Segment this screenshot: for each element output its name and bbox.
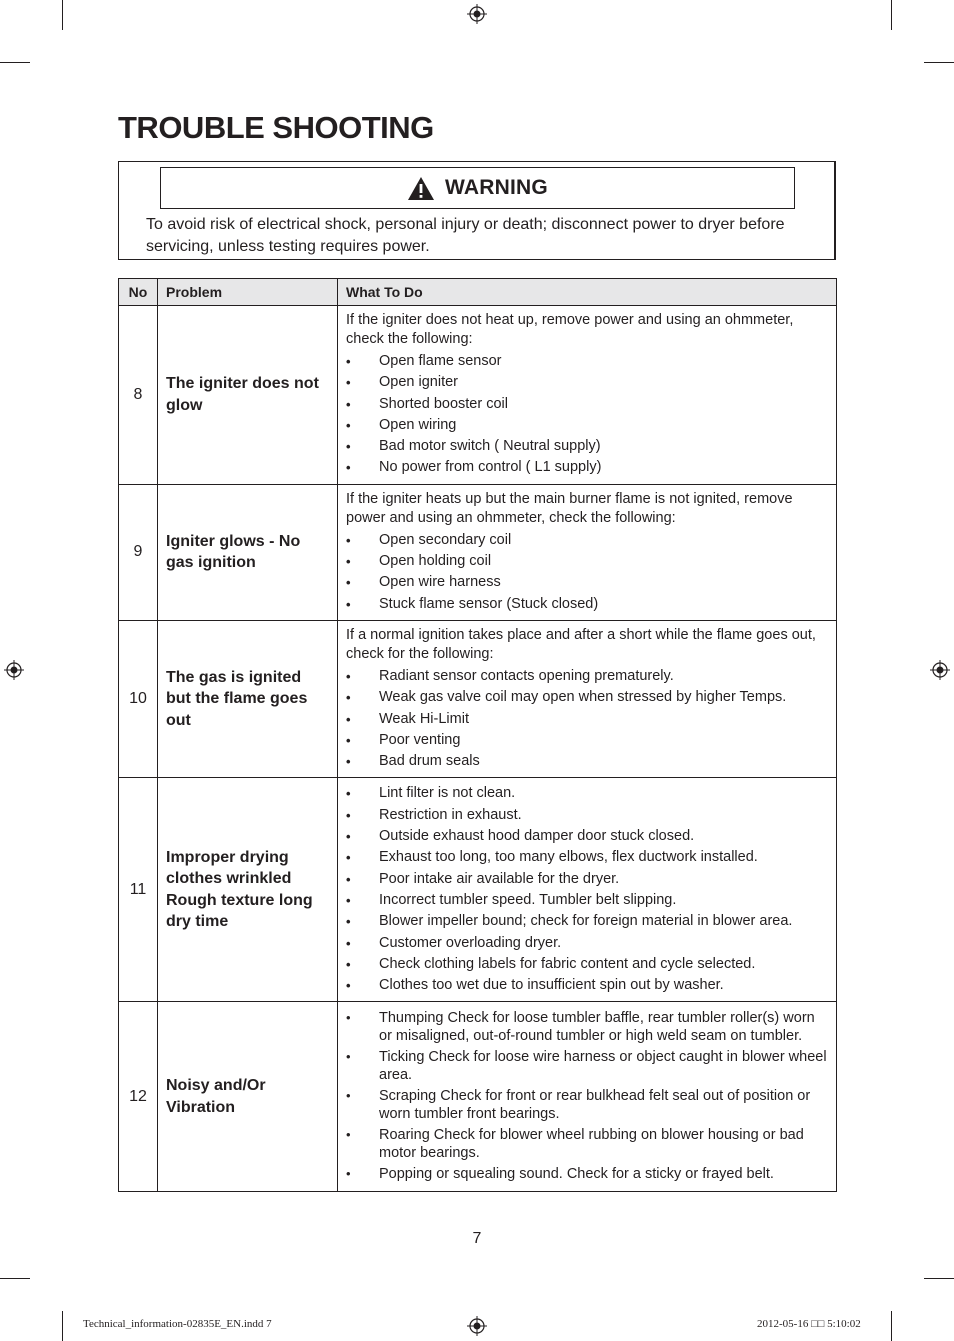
crop-mark: [62, 1311, 63, 1341]
crop-mark: [924, 62, 954, 63]
bullet-icon: •: [346, 1087, 351, 1103]
table-row: [119, 778, 837, 1002]
list-item-text: Ticking Check for loose wire harness or object caught in blower wheel area.: [379, 1048, 827, 1084]
list-item: [346, 954, 830, 975]
bullet-icon: •: [346, 554, 351, 570]
troubleshooting-table: [118, 278, 837, 1192]
check-list: [346, 1009, 830, 1184]
bullet-icon: •: [346, 596, 351, 612]
registration-mark-icon: [930, 660, 950, 680]
problem-cell: The gas is ignited but the flame goes out: [158, 620, 338, 777]
list-item-text: Stuck flame sensor (Stuck closed): [379, 595, 599, 612]
problem-cell: Improper drying clothes wrinkled Rough texture long dry time: [158, 778, 338, 1002]
list-item: [346, 457, 830, 478]
list-item-text: Weak Hi-Limit: [379, 710, 469, 727]
check-list: [346, 783, 830, 996]
bullet-icon: •: [346, 892, 351, 908]
list-item: [346, 351, 830, 372]
list-item: [346, 1126, 830, 1163]
registration-mark-icon: [467, 1316, 487, 1336]
list-item: [346, 805, 830, 826]
bullet-icon: •: [346, 354, 351, 369]
bullet-icon: •: [346, 754, 351, 770]
bullet-icon: •: [346, 690, 351, 706]
list-item: [346, 1165, 830, 1184]
list-item: [346, 572, 830, 593]
list-item-text: Poor intake air available for the dryer.: [379, 870, 620, 887]
crop-mark: [0, 62, 30, 63]
bullet-icon: •: [346, 417, 351, 433]
print-slug-file: Technical_information-02835E_EN.indd 7: [83, 1318, 272, 1330]
column-header-problem: Problem: [158, 279, 338, 306]
row-number: 9: [119, 484, 158, 620]
list-item-text: Customer overloading dryer.: [379, 934, 562, 951]
bullet-icon: •: [346, 829, 351, 845]
list-item: [346, 666, 830, 687]
problem-cell: The igniter does not glow: [158, 306, 338, 485]
list-item-text: Scraping Check for front or rear bulkhead felt seal out of position or worn tumbler front bearings.: [379, 1087, 811, 1123]
list-item-text: Open wiring: [379, 416, 457, 433]
bullet-icon: •: [346, 935, 351, 951]
warning-triangle-icon: [407, 176, 435, 201]
list-item: [346, 687, 830, 708]
warning-box: [118, 161, 836, 260]
list-item-text: Roaring Check for blower wheel rubbing on blower housing or bad motor bearings.: [379, 1126, 804, 1162]
list-item-text: Weak gas valve coil may open when stressed by higher Temps.: [379, 689, 787, 706]
list-item: [346, 1087, 830, 1124]
list-item: [346, 551, 830, 572]
crop-mark: [891, 1311, 892, 1341]
bullet-icon: •: [346, 575, 351, 591]
warning-header: [160, 167, 795, 209]
bullet-icon: •: [346, 375, 351, 391]
what-to-do-cell: [338, 1002, 837, 1192]
list-item-text: Popping or squealing sound. Check for a sticky or frayed belt.: [379, 1165, 774, 1182]
column-header-no: No: [119, 279, 158, 306]
list-item: [346, 415, 830, 436]
list-item-text: Open secondary coil: [379, 531, 512, 548]
registration-mark-icon: [467, 4, 487, 24]
list-item: [346, 709, 830, 730]
row-number: 8: [119, 306, 158, 485]
warning-heading: WARNING: [445, 176, 548, 199]
list-item-text: Open holding coil: [379, 553, 492, 570]
list-item: [346, 783, 830, 804]
list-item-text: Open flame sensor: [379, 353, 502, 369]
list-item-text: Thumping Check for loose tumbler baffle, rear tumbler roller(s) worn or misaligned, out-of-round tumbler or high weld seam on tumbler.: [379, 1009, 815, 1045]
what-to-do-cell: [338, 778, 837, 1002]
bullet-icon: •: [346, 807, 351, 823]
list-item: [346, 1048, 830, 1085]
instruction-intro: If the igniter does not heat up, remove power and using an ohmmeter, check the following:: [346, 312, 794, 347]
list-item-text: Poor venting: [379, 731, 461, 748]
bullet-icon: •: [346, 396, 351, 412]
table-header-row: [119, 279, 837, 306]
row-number: 11: [119, 778, 158, 1002]
list-item: [346, 911, 830, 932]
registration-mark-icon: [4, 660, 24, 680]
bullet-icon: •: [346, 1126, 351, 1142]
list-item: [346, 890, 830, 911]
row-number: 10: [119, 620, 158, 777]
bullet-icon: •: [346, 786, 351, 802]
list-item: [346, 436, 830, 457]
table-row: [119, 484, 837, 620]
list-item-text: Outside exhaust hood damper door stuck closed.: [379, 828, 695, 845]
list-item-text: Bad drum seals: [379, 753, 480, 770]
warning-text: To avoid risk of electrical shock, personal injury or death; disconnect power to dryer before servicing, unless testing requires power.: [146, 216, 785, 255]
bullet-icon: •: [346, 850, 351, 866]
bullet-icon: •: [346, 978, 351, 994]
bullet-icon: •: [346, 914, 351, 930]
bullet-icon: •: [346, 732, 351, 748]
crop-mark: [0, 1278, 30, 1279]
list-item: [346, 530, 830, 551]
check-list: [346, 351, 830, 479]
bullet-icon: •: [346, 711, 351, 727]
list-item-text: Check clothing labels for fabric content and cycle selected.: [379, 955, 756, 972]
list-item-text: No power from control ( L1 supply): [379, 459, 602, 476]
bullet-icon: •: [346, 871, 351, 887]
crop-mark: [62, 0, 63, 30]
row-number: 12: [119, 1002, 158, 1192]
check-list: [346, 530, 830, 615]
what-to-do-cell: [338, 306, 837, 485]
page-number: 7: [472, 1230, 482, 1247]
bullet-icon: •: [346, 532, 351, 548]
list-item-text: Lint filter is not clean.: [379, 785, 516, 802]
table-row: [119, 1002, 837, 1192]
list-item-text: Restriction in exhaust.: [379, 806, 522, 823]
bullet-icon: •: [346, 1165, 351, 1181]
column-header-what-to-do: What To Do: [338, 279, 837, 306]
list-item: [346, 372, 830, 393]
list-item: [346, 933, 830, 954]
list-item-text: Open wire harness: [379, 574, 501, 591]
page-title: TROUBLE SHOOTING: [118, 110, 434, 145]
bullet-icon: •: [346, 1048, 351, 1064]
bullet-icon: •: [346, 439, 351, 455]
bullet-icon: •: [346, 1009, 351, 1025]
bullet-icon: •: [346, 668, 351, 684]
instruction-intro: If the igniter heats up but the main burner flame is not ignited, remove power and using an ohmmeter, check the following:: [346, 490, 793, 526]
problem-cell: Noisy and/Or Vibration: [158, 1002, 338, 1192]
list-item-text: Bad motor switch ( Neutral supply): [379, 438, 601, 455]
crop-mark: [924, 1278, 954, 1279]
list-item: [346, 869, 830, 890]
list-item-text: Exhaust too long, too many elbows, flex ductwork installed.: [379, 849, 758, 866]
list-item: [346, 751, 830, 772]
what-to-do-cell: [338, 620, 837, 777]
instruction-intro: If a normal ignition takes place and after a short while the flame goes out, check for the following:: [346, 626, 816, 662]
list-item-text: Incorrect tumbler speed. Tumbler belt slipping.: [379, 891, 677, 908]
bullet-icon: •: [346, 460, 351, 476]
problem-cell: Igniter glows - No gas ignition: [158, 484, 338, 620]
print-slug-date: 2012-05-16 □□ 5:10:02: [757, 1318, 861, 1330]
list-item-text: Shorted booster coil: [379, 395, 508, 412]
list-item: [346, 730, 830, 751]
what-to-do-cell: [338, 484, 837, 620]
bullet-icon: •: [346, 956, 351, 972]
list-item-text: Blower impeller bound; check for foreign material in blower area.: [379, 913, 793, 930]
list-item-text: Radiant sensor contacts opening prematurely.: [379, 667, 674, 684]
list-item-text: Open igniter: [379, 374, 458, 391]
table-row: [119, 306, 837, 485]
list-item: [346, 975, 830, 996]
crop-mark: [891, 0, 892, 30]
list-item: [346, 594, 830, 615]
list-item-text: Clothes too wet due to insufficient spin out by washer.: [379, 977, 724, 994]
check-list: [346, 666, 830, 772]
list-item: [346, 847, 830, 868]
table-row: [119, 620, 837, 777]
list-item: [346, 394, 830, 415]
list-item: [346, 1009, 830, 1046]
list-item: [346, 826, 830, 847]
